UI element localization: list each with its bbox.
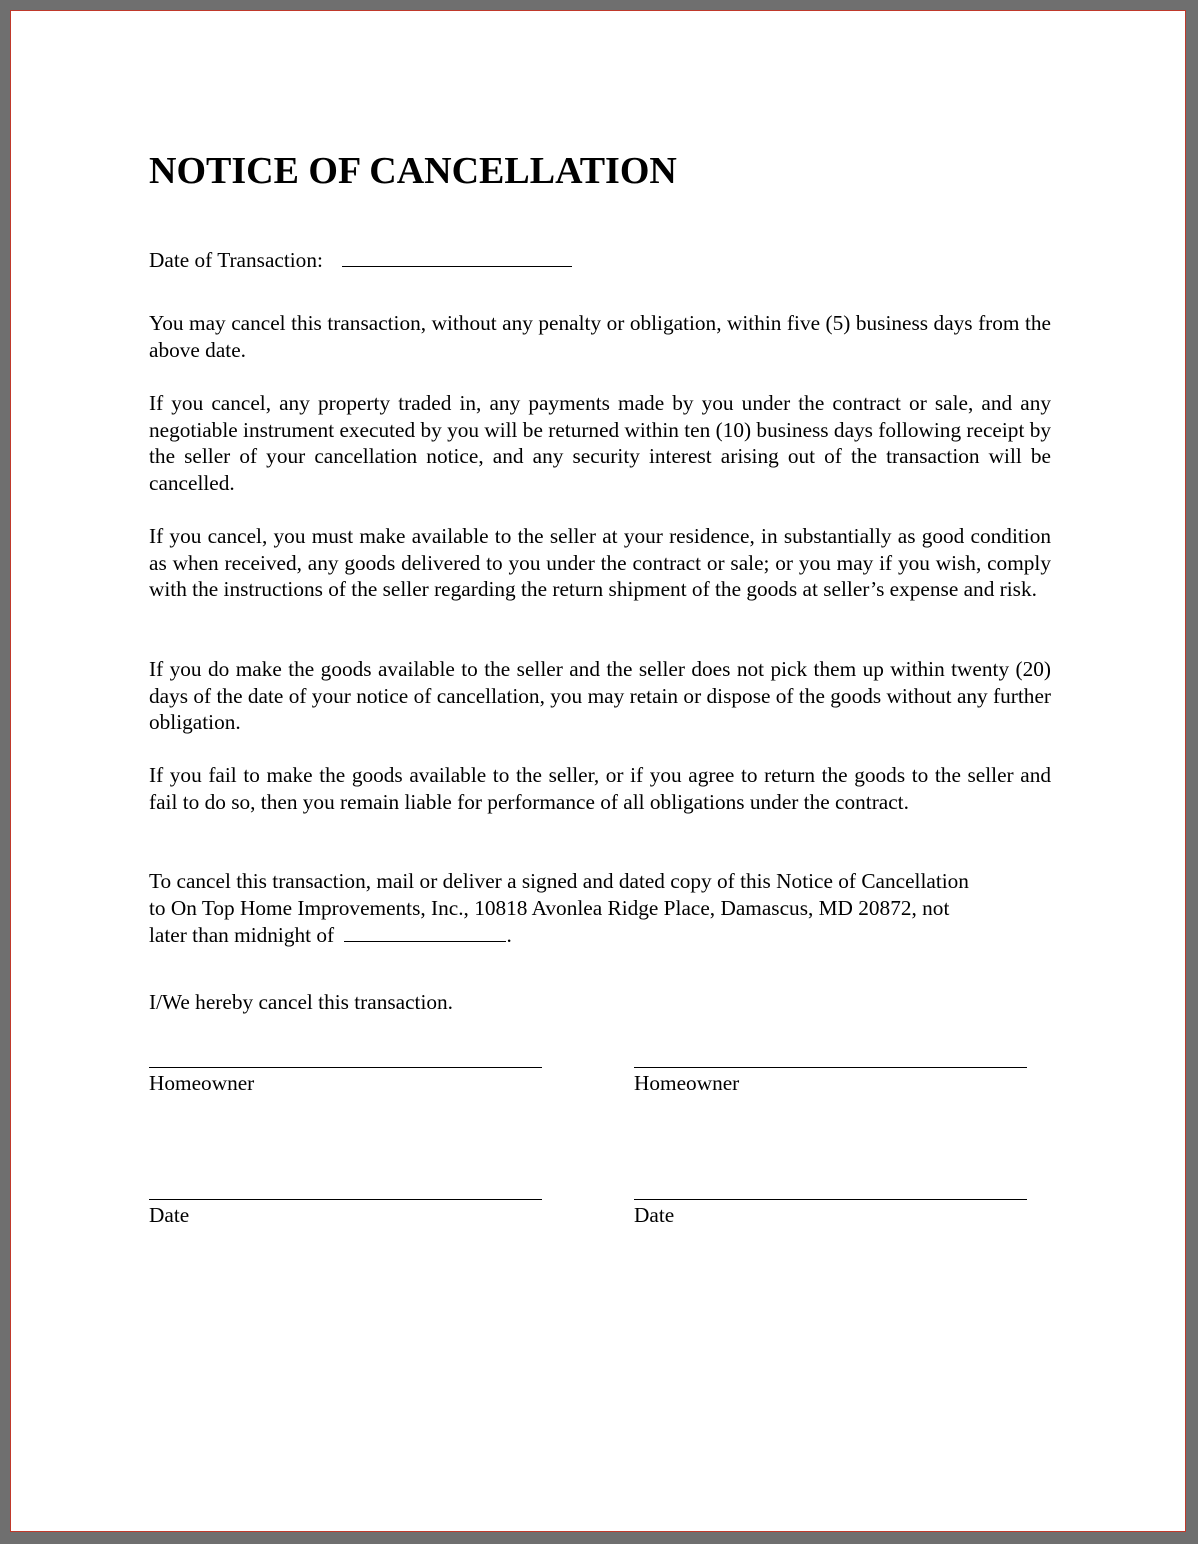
homeowner-label-left: Homeowner xyxy=(149,1071,255,1095)
cancel-instructions-line-2: to On Top Home Improvements, Inc., 10818 Avonlea Ridge Place, Damascus, MD 20872, not xyxy=(149,895,950,920)
homeowner-signature-right[interactable] xyxy=(634,1067,1027,1097)
date-of-transaction-label: Date of Transaction: xyxy=(149,248,323,272)
cancel-deadline-prefix: later than midnight of xyxy=(149,923,335,948)
date-label-right: Date xyxy=(634,1203,675,1227)
hereby-cancel-statement: I/We hereby cancel this transaction. xyxy=(149,990,454,1014)
paragraph-cancel-instructions xyxy=(149,868,1051,949)
date-of-transaction-blank[interactable] xyxy=(342,246,572,267)
date-label-left: Date xyxy=(149,1203,190,1227)
paragraph-cancel-period: You may cancel this transaction, without any penalty or obligation, within five (5) business days from the above date. xyxy=(149,311,1051,362)
paragraph-retain-goods: If you do make the goods available to the seller and the seller does not pick them up within twenty (20) days of the date of your notice of cancellation, you may retain or dispose of the goods without any further obligation. xyxy=(149,657,1051,735)
date-signature-right[interactable] xyxy=(634,1199,1027,1229)
document-title: NOTICE OF CANCELLATION xyxy=(149,150,677,192)
cancel-instructions-line-3 xyxy=(149,921,1051,949)
signature-line xyxy=(634,1067,1027,1068)
document-page xyxy=(10,10,1186,1532)
paragraph-refund: If you cancel, any property traded in, any payments made by you under the contract or sale, and any negotiable instrument executed by you will be returned within ten (10) business days following receipt by the seller of your cancellation notice, and any security interest arising out of the transaction will be cancelled. xyxy=(149,391,1051,495)
homeowner-label-right: Homeowner xyxy=(634,1071,740,1095)
cancel-instructions-line-1: To cancel this transaction, mail or deliver a signed and dated copy of this Notice of Cancellation xyxy=(149,869,969,893)
homeowner-signature-left[interactable] xyxy=(149,1067,542,1097)
paragraph-liability: If you fail to make the goods available to the seller, or if you agree to return the goods to the seller and fail to do so, then you remain liable for performance of all obligations under the contract. xyxy=(149,763,1051,814)
paragraph-return-goods: If you cancel, you must make available to the seller at your residence, in substantially as good condition as when received, any goods delivered to you under the contract or sale; or you may if you wish, comply with the instructions of the seller regarding the return shipment of the goods at seller’s expense and risk. xyxy=(149,524,1051,602)
date-line xyxy=(634,1199,1027,1200)
date-of-transaction-line xyxy=(149,246,572,274)
cancel-deadline-suffix: . xyxy=(506,923,512,948)
date-signature-left[interactable] xyxy=(149,1199,542,1229)
date-line xyxy=(149,1199,542,1200)
signature-line xyxy=(149,1067,542,1068)
cancel-deadline-blank[interactable] xyxy=(344,921,506,942)
